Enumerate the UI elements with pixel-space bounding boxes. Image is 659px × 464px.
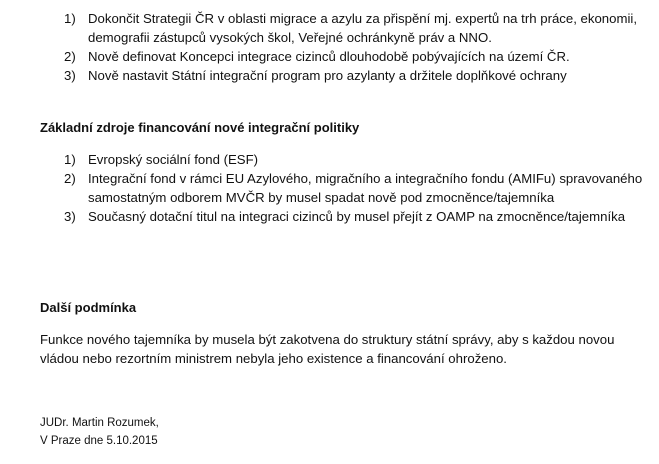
funding-list <box>64 150 649 226</box>
list-number: 2) <box>64 49 76 64</box>
list-number: 1) <box>64 152 76 167</box>
list-item-text: Současný dotační titul na integraci cizinců by musel přejít z OAMP na zmocněnce/tajemníka <box>88 209 626 224</box>
signature-place-date: V Praze dne 5.10.2015 <box>40 435 158 447</box>
list-item-text: Dokončit Strategii ČR v oblasti migrace a azylu za přispění mj. expertů na trh práce, ekonomii, demografii zástupců vysokých škol, Veřejné ochránkyně práv a NNO. <box>88 11 637 45</box>
condition-paragraph: Funkce nového tajemníka by musela být zakotvena do struktury státní správy, aby s každou novou vládou nebo rezortním ministrem nebyla jeho existence a financování ohroženo. <box>40 332 615 366</box>
list-item-text: Integrační fond v rámci EU Azylového, migračního a integračního fondu (AMIFu) spravovaného samostatným odborem MVČR by musel spadat nově pod zmocněnce/tajemníka <box>88 171 643 205</box>
list-item-text: Nově nastavit Státní integrační program pro azylanty a držitele doplňkové ochrany <box>88 68 567 83</box>
funding-heading: Základní zdroje financování nové integrační politiky <box>40 120 360 135</box>
list-number: 3) <box>64 209 76 224</box>
list-item <box>64 9 649 47</box>
signature-name: JUDr. Martin Rozumek, <box>40 417 159 429</box>
list-number: 3) <box>64 68 76 83</box>
goals-list <box>64 9 649 85</box>
list-item-text: Evropský sociální fond (ESF) <box>88 152 259 167</box>
list-item <box>64 169 649 207</box>
list-item <box>64 207 649 226</box>
list-item <box>64 150 649 169</box>
list-item-text: Nově definovat Koncepci integrace cizinců dlouhodobě pobývajících na území ČR. <box>88 49 570 64</box>
list-number: 2) <box>64 171 76 186</box>
condition-heading: Další podmínka <box>40 300 137 315</box>
list-item <box>64 47 649 66</box>
list-item <box>64 66 649 85</box>
list-number: 1) <box>64 11 76 26</box>
